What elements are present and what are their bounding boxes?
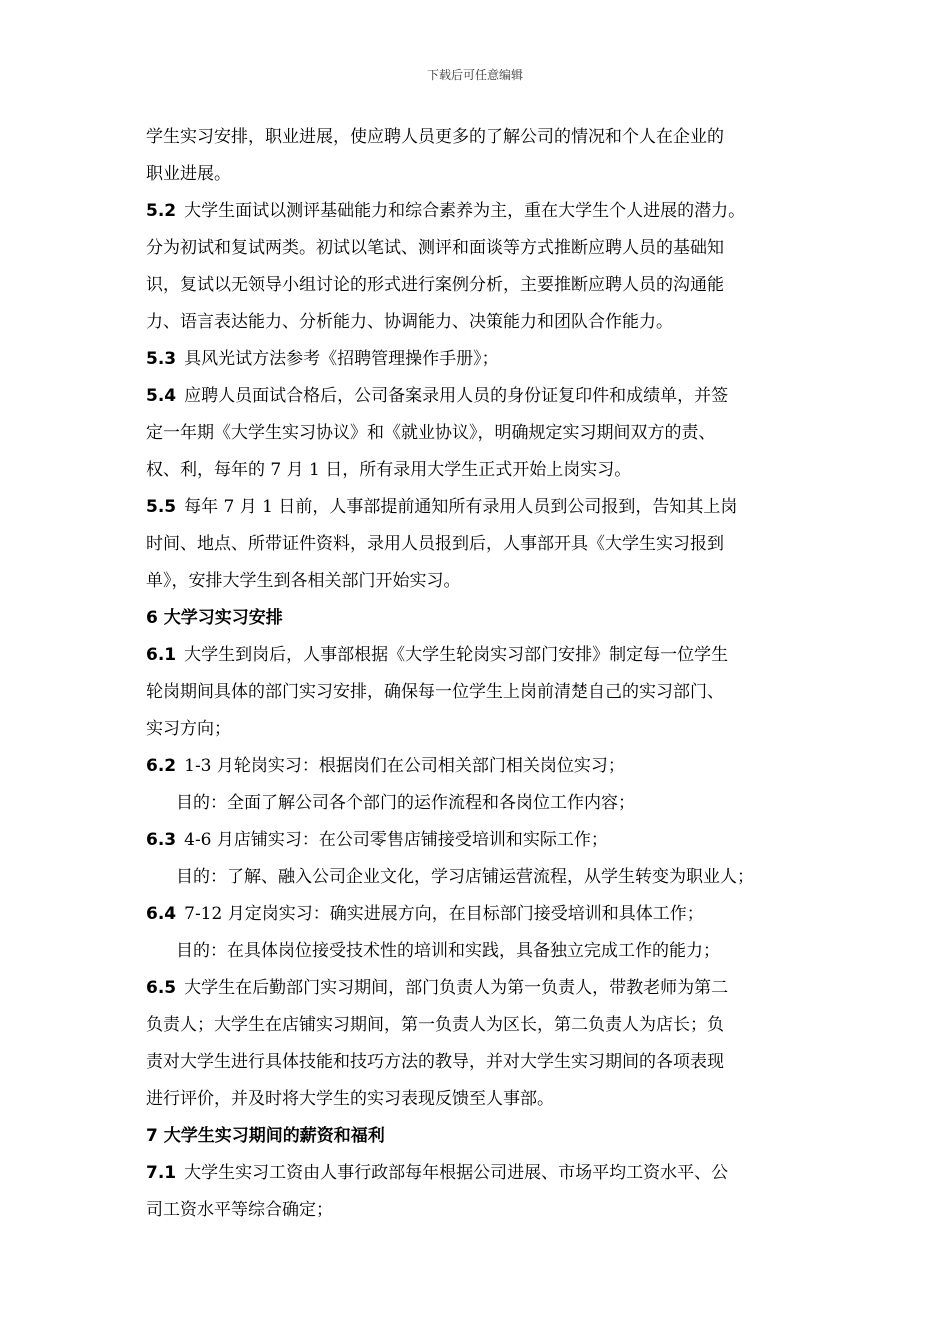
clause-text: 每年 7 月 1 日前，人事部提前通知所有录用人员到公司报到，告知其上岗: [184, 497, 738, 517]
paragraph-line: 分为初试和复试两类。初试以笔试、测评和面谈等方式推断应聘人员的基础知: [146, 238, 724, 258]
clause-6-4-line: [146, 896, 826, 933]
clause-text: 应聘人员面试合格后，公司备案录用人员的身份证复印件和成绩单，并签: [184, 386, 729, 406]
clause-number: 5.4: [146, 386, 177, 406]
clause-5-4-line: [146, 378, 826, 415]
paragraph-line: 责对大学生进行具体技能和技巧方法的教导，并对大学生实习期间的各项表现: [146, 1052, 724, 1072]
paragraph-line: 负责人；大学生在店铺实习期间，第一负责人为区长，第二负责人为店长；负: [146, 1015, 724, 1035]
clause-number: 6.3: [146, 830, 177, 850]
clause-text: 大学生实习工资由人事行政部每年根据公司进展、市场平均工资水平、公: [184, 1163, 729, 1183]
paragraph-line: 学生实习安排，职业进展，使应聘人员更多的了解公司的情况和个人在企业的: [146, 127, 724, 147]
paragraph-line: 轮岗期间具体的部门实习安排，确保每一位学生上岗前清楚自己的实习部门、: [146, 682, 724, 702]
clause-number: 5.5: [146, 497, 177, 517]
clause-text: 7-12 月定岗实习：确实进展方向，在目标部门接受培训和具体工作；: [184, 904, 704, 924]
paragraph-line: 进行评价，并及时将大学生的实习表现反馈至人事部。: [146, 1089, 554, 1109]
section-6-heading: 6 大学习实习安排: [146, 608, 283, 628]
paragraph-line: 单》，安排大学生到各相关部门开始实习。: [146, 571, 461, 591]
paragraph-line: 司工资水平等综合确定；: [146, 1200, 333, 1220]
clause-7-1-line: [146, 1155, 826, 1192]
clause-6-1-line: [146, 637, 826, 674]
clause-6-3-line: [146, 822, 826, 859]
clause-5-3-line: [146, 341, 826, 378]
clause-number: 7.1: [146, 1163, 177, 1183]
paragraph-line: 识，复试以无领导小组讨论的形式进行案例分析，主要推断应聘人员的沟通能: [146, 275, 724, 295]
clause-6-5-line: [146, 970, 826, 1007]
clause-text: 具风光试方法参考《招聘管理操作手册》；: [184, 349, 499, 369]
clause-5-5-line: [146, 489, 826, 526]
clause-text: 1-3 月轮岗实习：根据岗们在公司相关部门相关岗位实习；: [184, 756, 625, 776]
clause-text: 大学生在后勤部门实习期间，部门负责人为第一负责人，带教老师为第二: [184, 978, 729, 998]
paragraph-line: 定一年期《大学生实习协议》和《就业协议》，明确规定实习期间双方的责、: [146, 423, 716, 443]
purpose-line: 目的：全面了解公司各个部门的运作流程和各岗位工作内容；: [176, 793, 635, 813]
clause-text: 大学生到岗后，人事部根据《大学生轮岗实习部门安排》制定每一位学生: [184, 645, 729, 665]
clause-number: 5.2: [146, 201, 177, 221]
paragraph-line: 权、利，每年的 7 月 1 日，所有录用大学生正式开始上岗实习。: [146, 460, 632, 480]
clause-number: 6.2: [146, 756, 177, 776]
purpose-line: 目的：了解、融入公司企业文化，学习店铺运营流程，从学生转变为职业人；: [176, 867, 754, 887]
clause-5-2-line: [146, 193, 826, 230]
purpose-line: 目的：在具体岗位接受技术性的培训和实践，具备独立完成工作的能力；: [176, 941, 720, 961]
paragraph-line: 实习方向；: [146, 719, 231, 739]
clause-6-2-line: [146, 748, 826, 785]
clause-number: 5.3: [146, 349, 177, 369]
clause-number: 6.1: [146, 645, 177, 665]
paragraph-line: 时间、地点、所带证件资料，录用人员报到后，人事部开具《大学生实习报到: [146, 534, 724, 554]
clause-text: 4-6 月店铺实习：在公司零售店铺接受培训和实际工作；: [184, 830, 608, 850]
clause-text: 大学生面试以测评基础能力和综合素养为主，重在大学生个人进展的潜力。: [184, 201, 746, 221]
clause-number: 6.5: [146, 978, 177, 998]
clause-number: 6.4: [146, 904, 177, 924]
paragraph-line: 职业进展。: [146, 164, 231, 184]
page-header: 下载后可任意编辑: [426, 68, 523, 82]
document-body: [146, 119, 826, 1229]
section-7-heading: 7 大学生实习期间的薪资和福利: [146, 1126, 385, 1146]
paragraph-line: 力、语言表达能力、分析能力、协调能力、决策能力和团队合作能力。: [146, 312, 673, 332]
